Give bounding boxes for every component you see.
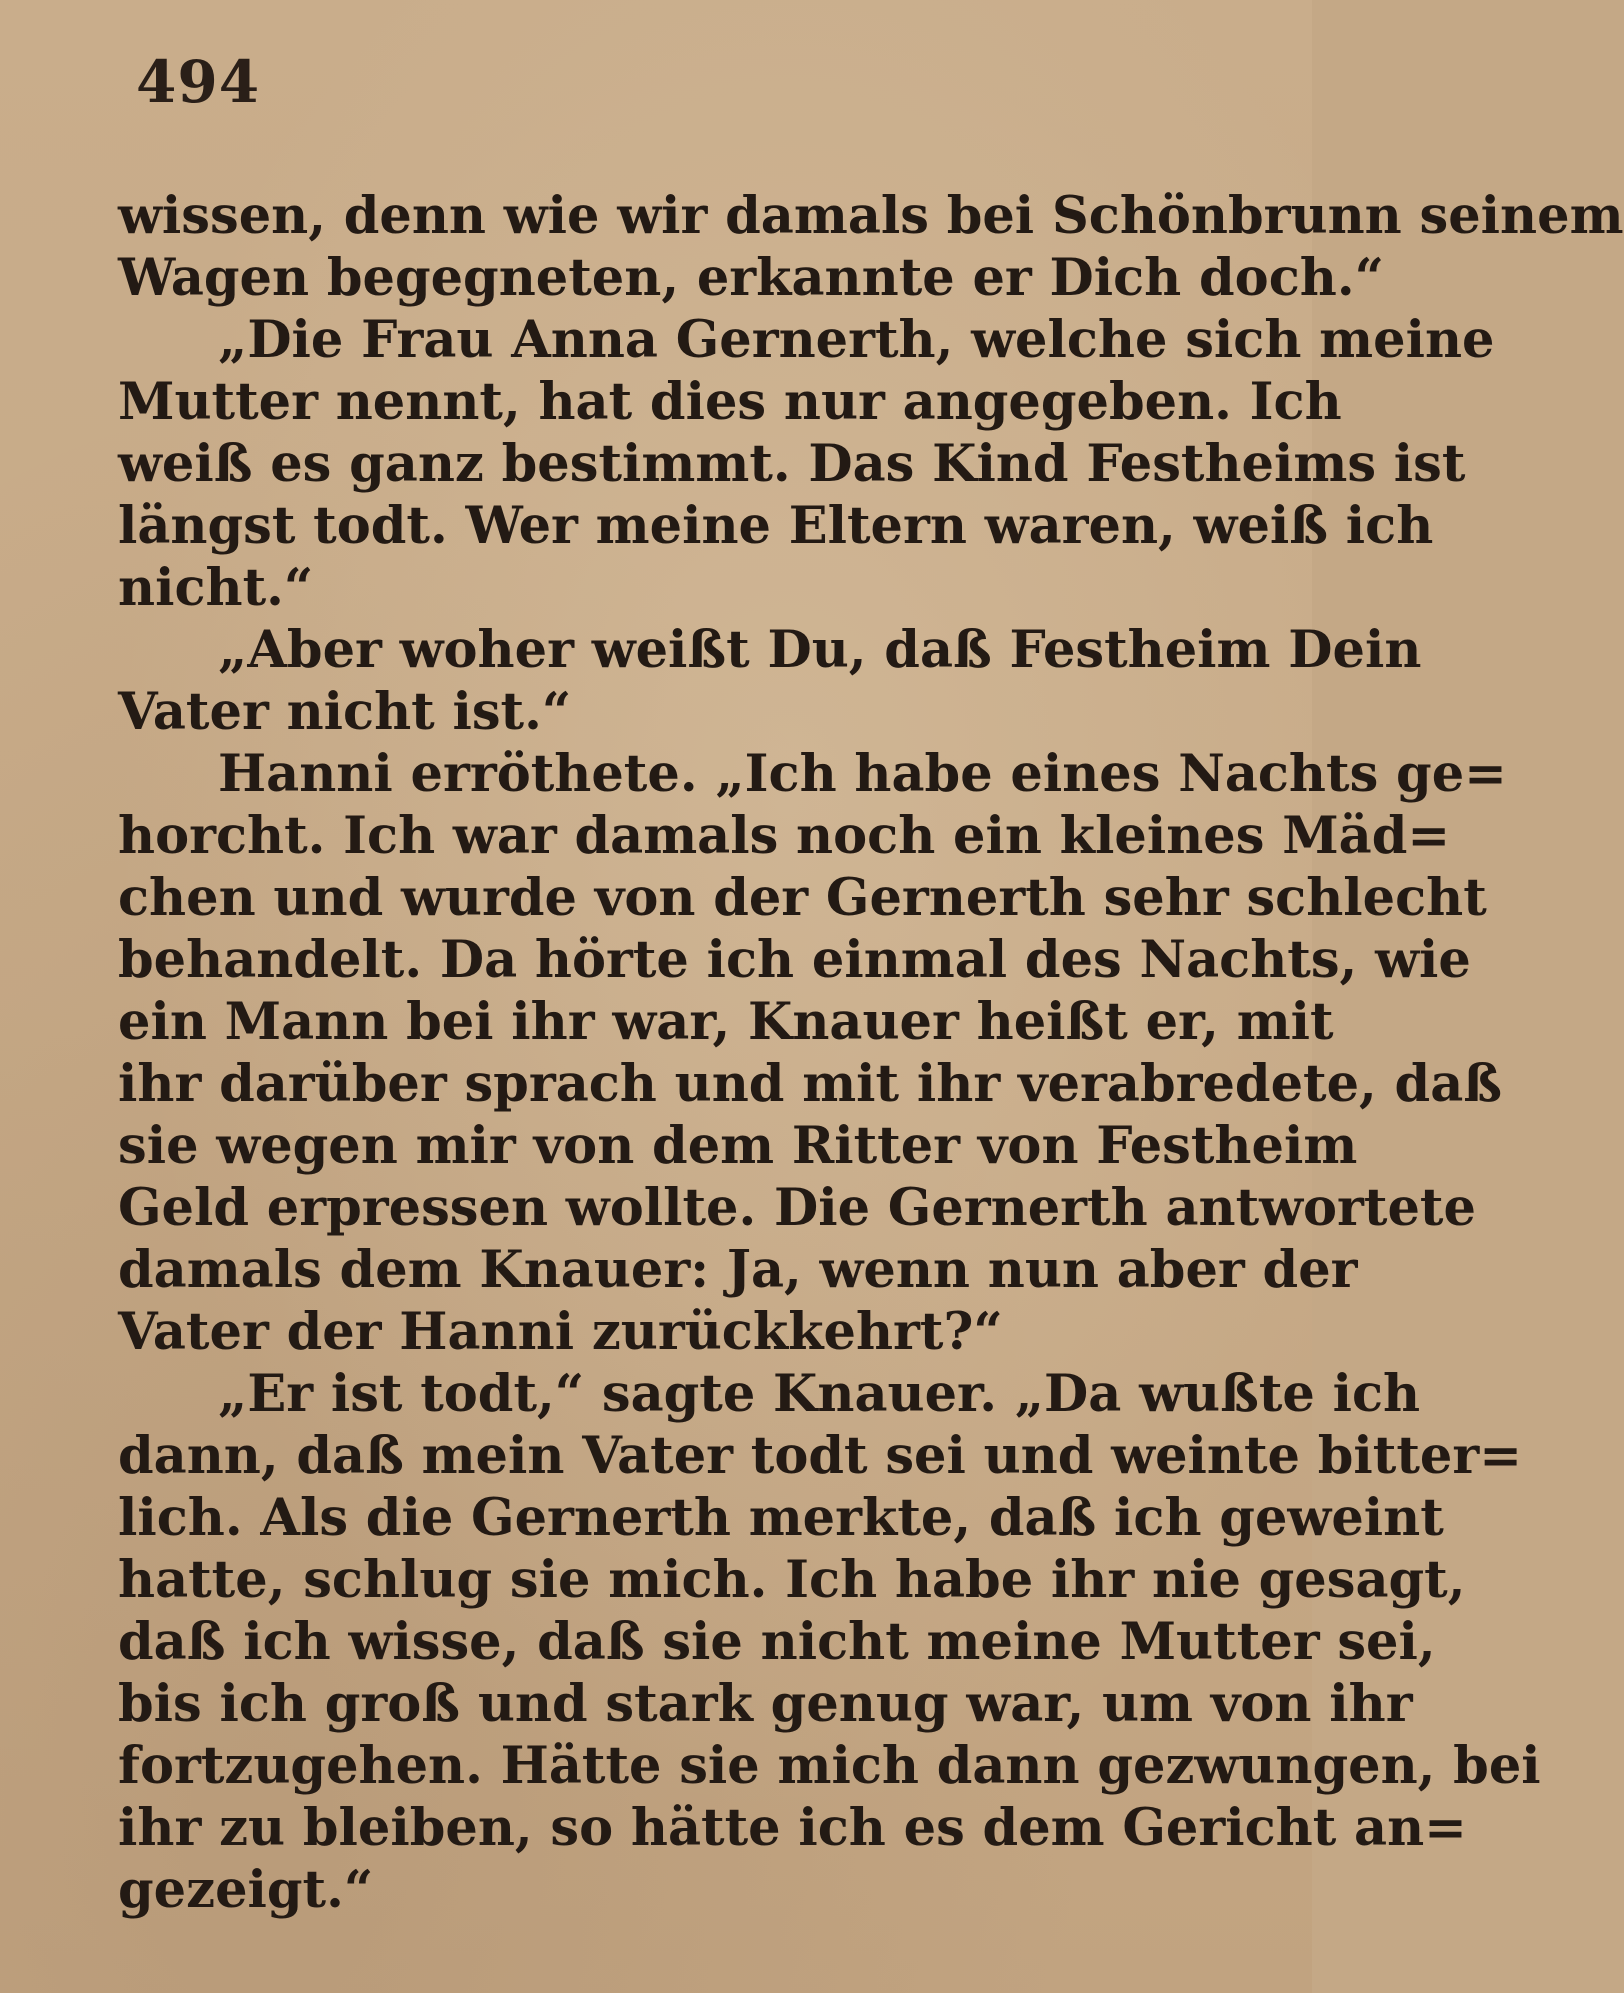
text-line: ihr zu bleiben, so hätte ich es dem Gericht an=: [118, 1798, 1467, 1858]
body-text: [118, 185, 1624, 1921]
text-line: gezeigt.“: [118, 1860, 374, 1920]
text-line: nicht.“: [118, 558, 314, 618]
text-line: chen und wurde von der Gernerth sehr schlecht: [118, 868, 1487, 928]
text-line: behandelt. Da hörte ich einmal des Nachts, wie: [118, 930, 1471, 990]
text-line: dann, daß mein Vater todt sei und weinte bitter=: [118, 1426, 1522, 1486]
text-line: weiß es ganz bestimmt. Das Kind Festheims ist: [118, 434, 1466, 494]
text-line: daß ich wisse, daß sie nicht meine Mutter sei,: [118, 1612, 1436, 1672]
text-line: damals dem Knauer: Ja, wenn nun aber der: [118, 1240, 1358, 1300]
text-line: ein Mann bei ihr war, Knauer heißt er, mit: [118, 992, 1334, 1052]
text-line: Vater der Hanni zurückkehrt?“: [118, 1302, 1003, 1362]
text-line: Vater nicht ist.“: [118, 682, 572, 742]
text-line: Hanni erröthete. „Ich habe eines Nachts ge=: [218, 744, 1507, 804]
text-line: Geld erpressen wollte. Die Gernerth antwortete: [118, 1178, 1476, 1238]
text-line: Mutter nennt, hat dies nur angegeben. Ich: [118, 372, 1342, 432]
text-line: „Die Frau Anna Gernerth, welche sich meine: [218, 310, 1495, 370]
text-line: lich. Als die Gernerth merkte, daß ich geweint: [118, 1488, 1444, 1548]
text-line: sie wegen mir von dem Ritter von Festheim: [118, 1116, 1358, 1176]
text-line: horcht. Ich war damals noch ein kleines Mäd=: [118, 806, 1451, 866]
page-number: 494: [136, 48, 261, 116]
text-line: längst todt. Wer meine Eltern waren, weiß ich: [118, 496, 1434, 556]
text-line: bis ich groß und stark genug war, um von ihr: [118, 1674, 1413, 1734]
text-line: fortzugehen. Hätte sie mich dann gezwungen, bei: [118, 1736, 1541, 1796]
text-line: ihr darüber sprach und mit ihr verabredete, daß: [118, 1054, 1502, 1114]
text-line: „Er ist todt,“ sagte Knauer. „Da wußte ich: [218, 1364, 1421, 1424]
text-line: Wagen begegneten, erkannte er Dich doch.“: [118, 248, 1384, 308]
text-line: hatte, schlug sie mich. Ich habe ihr nie gesagt,: [118, 1550, 1466, 1610]
text-line: wissen, denn wie wir damals bei Schönbrunn seinem: [118, 186, 1624, 246]
text-line: „Aber woher weißt Du, daß Festheim Dein: [218, 620, 1422, 680]
